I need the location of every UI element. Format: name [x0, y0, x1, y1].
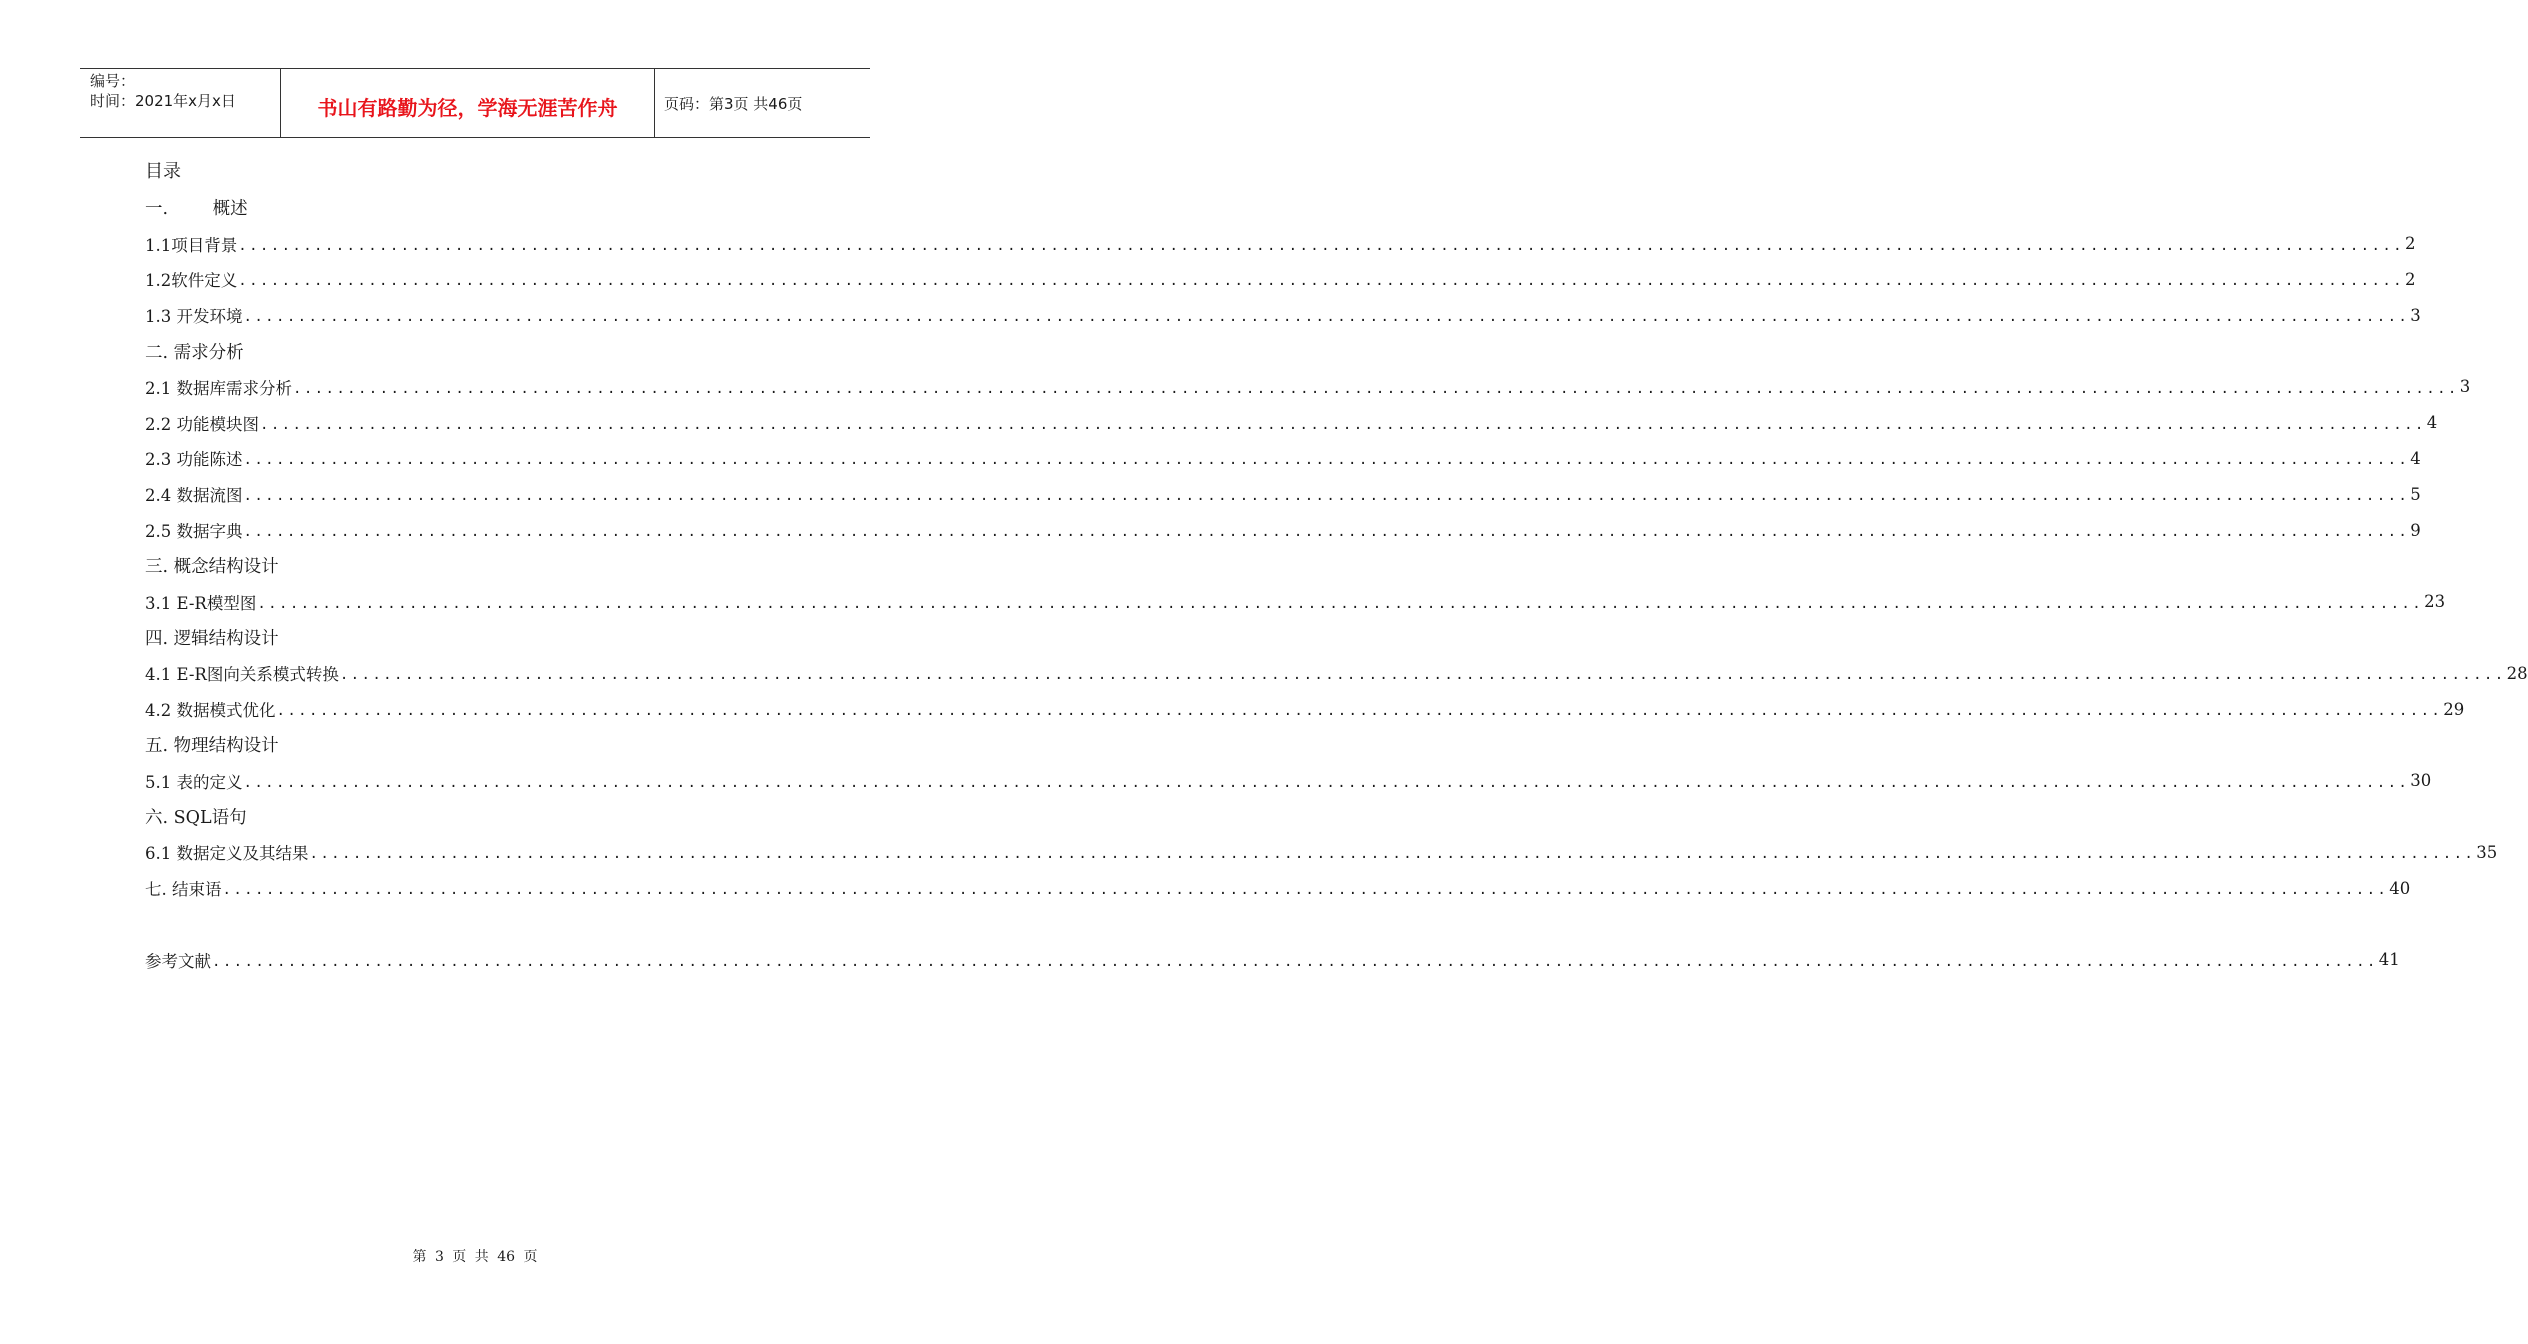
toc-entry[interactable] — [145, 226, 2416, 262]
toc-entry-label: 1.1项目背景 — [145, 235, 238, 255]
toc-entry-page-number: 3 — [2410, 305, 2421, 325]
toc-entry-label: 五. 物理结构设计 — [145, 736, 279, 757]
toc-leader-dots: ........................................................................................................................................................................................................ — [243, 524, 2410, 541]
toc-entry-label: 1.3 开发环境 — [145, 307, 243, 327]
toc-entry-page-number: 5 — [2410, 484, 2421, 504]
toc-section-heading[interactable] — [145, 548, 787, 584]
toc-entry-label: 六. SQL语句 — [145, 807, 247, 828]
header-meta-cell — [80, 69, 280, 137]
toc-entry-page-number: 4 — [2426, 413, 2438, 433]
toc-entry-page-number: 3 — [2459, 377, 2471, 397]
toc-leader-dots: ........................................................................................................................................................................................................ — [243, 774, 2410, 791]
toc-leader-dots: ........................................................................................................................................................................................................ — [212, 953, 2378, 970]
page-footer-number: 第 3 页 共 46 页 — [412, 1249, 538, 1265]
toc-entry-label: 2.2 功能模块图 — [145, 414, 259, 434]
toc-leader-dots: ........................................................................................................................................................................................................ — [243, 488, 2410, 505]
toc-entry[interactable] — [145, 369, 2471, 405]
toc-section-heading[interactable] — [145, 727, 787, 763]
toc-entry-label: 5.1 表的定义 — [145, 772, 243, 792]
toc-section-heading[interactable] — [145, 620, 787, 656]
toc-leader-dots: ........................................................................................................................................................................................................ — [339, 667, 2506, 684]
toc-section-heading[interactable] — [145, 799, 787, 835]
toc-entry[interactable] — [145, 297, 2421, 333]
toc-entry-page-number: 4 — [2410, 448, 2421, 468]
header-motto-cell — [280, 69, 655, 137]
toc-leader-dots: ........................................................................................................................................................................................................ — [243, 452, 2410, 469]
toc-leader-dots: ........................................................................................................................................................................................................ — [243, 309, 2410, 326]
toc-entry-label: 4.1 E-R图向关系模式转换 — [145, 665, 339, 685]
toc-entry[interactable] — [145, 691, 2465, 727]
document-time-label: 时间：2021年x月x日 — [90, 92, 236, 110]
toc-section-heading[interactable] — [145, 190, 787, 226]
toc-leader-dots: ........................................................................................................................................................................................................ — [309, 846, 2476, 863]
toc-entry[interactable] — [145, 476, 2421, 512]
toc-entry[interactable] — [145, 262, 2416, 298]
document-number-label: 编号： — [90, 72, 136, 90]
toc-entry-page-number: 23 — [2424, 592, 2446, 612]
toc-entry-label: 1.2软件定义 — [145, 271, 238, 291]
toc-entry-page-number: 40 — [2389, 878, 2411, 898]
toc-entry-page-number: 30 — [2410, 771, 2432, 791]
toc-entry[interactable] — [145, 834, 2498, 870]
toc-entry-page-number: 2 — [2405, 234, 2416, 254]
table-of-contents — [145, 154, 2528, 978]
toc-entry-list — [145, 190, 2528, 978]
page-header — [80, 68, 870, 138]
toc-title: 目录 — [145, 161, 181, 182]
toc-entry-label: 四. 逻辑结构设计 — [145, 628, 279, 649]
toc-entry[interactable] — [145, 763, 2432, 799]
toc-leader-dots: ........................................................................................................................................................................................................ — [260, 416, 2426, 433]
toc-entry-label: 2.4 数据流图 — [145, 486, 243, 506]
toc-entry-page-number: 9 — [2410, 520, 2421, 540]
toc-entry[interactable] — [145, 870, 2411, 906]
toc-entry[interactable] — [145, 655, 2528, 691]
toc-leader-dots: ........................................................................................................................................................................................................ — [257, 595, 2424, 612]
toc-entry-label: 2.3 功能陈述 — [145, 450, 243, 470]
toc-leader-dots: ........................................................................................................................................................................................................ — [238, 273, 2404, 290]
toc-leader-dots: ........................................................................................................................................................................................................ — [222, 882, 2389, 899]
header-page-code: 页码：第3页 共46页 — [664, 95, 803, 113]
toc-entry[interactable] — [145, 405, 2438, 441]
toc-entry-label: 2.5 数据字典 — [145, 522, 243, 542]
toc-entry-label: 4.2 数据模式优化 — [145, 701, 276, 721]
toc-spacer — [145, 906, 787, 942]
toc-entry-page-number: 35 — [2476, 842, 2498, 862]
toc-entry-label: 2.1 数据库需求分析 — [145, 378, 292, 398]
toc-entry-label: 二. 需求分析 — [145, 342, 244, 363]
toc-entry-label: 一. 概述 — [145, 199, 248, 220]
toc-entry[interactable] — [145, 584, 2446, 620]
toc-entry-label: 参考文献 — [145, 951, 211, 971]
toc-entry[interactable] — [145, 942, 2400, 978]
toc-leader-dots: ........................................................................................................................................................................................................ — [276, 703, 2443, 720]
toc-entry-page-number: 2 — [2405, 269, 2416, 289]
toc-entry-page-number: 28 — [2506, 663, 2528, 683]
header-page-cell — [654, 69, 870, 137]
toc-leader-dots: ........................................................................................................................................................................................................ — [293, 380, 2459, 397]
toc-entry-page-number: 29 — [2443, 699, 2465, 719]
toc-entry[interactable] — [145, 512, 2421, 548]
toc-entry-label: 6.1 数据定义及其结果 — [145, 844, 309, 864]
toc-leader-dots: ........................................................................................................................................................................................................ — [238, 237, 2404, 254]
toc-entry-label: 七. 结束语 — [145, 880, 222, 900]
toc-entry[interactable] — [145, 441, 2421, 477]
header-motto: 书山有路勤为径，学海无涯苦作舟 — [317, 96, 618, 120]
toc-entry-label: 三. 概念结构设计 — [145, 557, 279, 578]
toc-section-heading[interactable] — [145, 333, 787, 369]
toc-entry-page-number: 41 — [2378, 950, 2400, 970]
toc-entry-label: 3.1 E-R模型图 — [145, 593, 257, 613]
